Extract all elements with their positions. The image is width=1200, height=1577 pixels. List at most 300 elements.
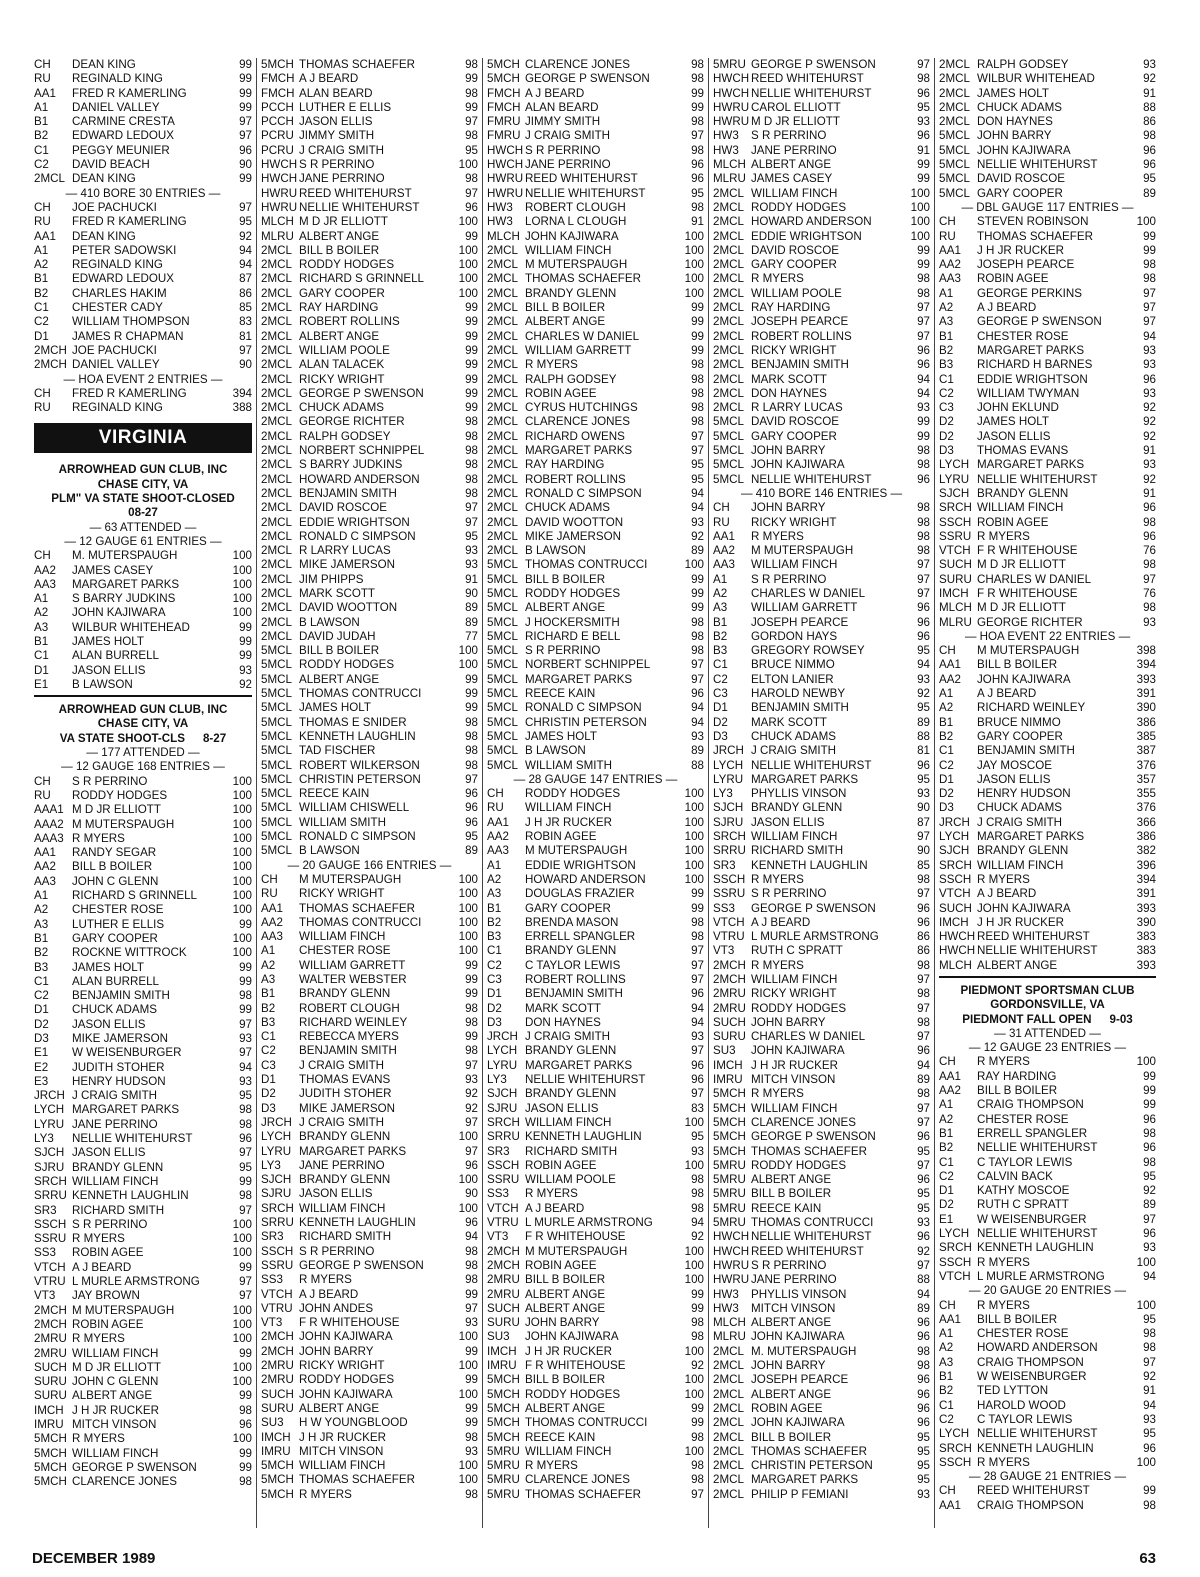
result-row (939, 516, 1156, 530)
shooter-name: WILLIAM FINCH (299, 1459, 386, 1473)
class-code: LYCH (939, 1227, 970, 1241)
score: 88 (917, 729, 930, 743)
result-row (487, 1431, 704, 1445)
result-row (261, 587, 478, 601)
shooter-name: JOHN KAJIWARA (977, 672, 1071, 686)
class-code: MLRU (261, 229, 294, 243)
score: 89 (465, 844, 478, 858)
shooter-name: S R PERRINO (751, 572, 827, 586)
shooter-name: BILL B BOILER (72, 860, 153, 874)
shooter-name: WILLIAM POOLE (299, 343, 390, 357)
class-code: D2 (939, 429, 954, 443)
class-code: 2MCL (487, 515, 518, 529)
score: 96 (1143, 1112, 1156, 1126)
result-row (939, 1313, 1156, 1327)
shooter-name: MARGARET PARKS (977, 830, 1085, 844)
score: 93 (1143, 1241, 1156, 1255)
score: 100 (232, 931, 252, 945)
class-code: C3 (261, 1058, 276, 1072)
result-row (487, 844, 704, 858)
class-code: 2MCL (713, 301, 744, 315)
score: 100 (232, 1217, 252, 1231)
result-row (487, 1345, 704, 1359)
shooter-name: ALBERT ANGE (525, 1287, 606, 1301)
score: 98 (691, 1201, 704, 1215)
score: 98 (465, 744, 478, 758)
class-code: 2MCL (713, 1344, 744, 1358)
score: 76 (1143, 544, 1156, 558)
result-row (487, 1044, 704, 1058)
score: 96 (239, 1418, 252, 1432)
class-code: 2MCH (34, 343, 67, 357)
result-row (713, 730, 930, 744)
result-row (713, 1416, 930, 1430)
score: 98 (465, 429, 478, 443)
class-code: HWRU (713, 100, 750, 114)
class-code: 2MCL (487, 386, 518, 400)
event-subheader: — DBL GAUGE 117 ENTRIES — (961, 200, 1134, 214)
results-page (30, 58, 1160, 1528)
class-code: C1 (34, 143, 49, 157)
class-code: C3 (713, 687, 728, 701)
class-code: CH (939, 1484, 956, 1498)
result-row (939, 1270, 1156, 1284)
shooter-name: HOWARD ANDERSON (525, 872, 646, 886)
result-row (261, 573, 478, 587)
class-code: 5MCL (487, 586, 518, 600)
class-code: B3 (34, 960, 49, 974)
page-number: 63 (1139, 1550, 1156, 1567)
results-column-4 (708, 58, 934, 1528)
class-code: SURU (939, 572, 972, 586)
class-code: 2MCL (713, 1359, 744, 1373)
class-code: SURU (261, 1401, 294, 1415)
result-row (261, 1044, 478, 1058)
score: 91 (1143, 86, 1156, 100)
result-row (713, 787, 930, 801)
shooter-name: RODDY HODGES (525, 1387, 621, 1401)
class-code: RU (939, 229, 956, 243)
class-code: SSRU (713, 887, 746, 901)
score: 99 (917, 258, 930, 272)
class-code: C1 (939, 1155, 954, 1169)
shooter-name: R MYERS (72, 831, 125, 845)
class-code: 5MCL (487, 687, 518, 701)
shooter-name: ALBERT ANGE (299, 229, 380, 243)
score: 100 (1136, 215, 1156, 229)
shooter-name: CHUCK ADAMS (751, 729, 837, 743)
result-row (34, 1103, 252, 1117)
result-row (487, 601, 704, 615)
result-row (939, 1442, 1156, 1456)
class-code: MLCH (713, 158, 746, 172)
class-code: RU (713, 515, 730, 529)
score: 94 (239, 243, 252, 257)
score: 99 (465, 973, 478, 986)
score: 98 (1143, 1498, 1156, 1512)
shooter-name: MARK SCOTT (525, 1001, 602, 1015)
shooter-name: FRED R KAMERLING (72, 215, 187, 229)
shooter-name: JASON ELLIS (72, 1017, 146, 1031)
score: 97 (1143, 1212, 1156, 1226)
score: 99 (465, 687, 478, 701)
result-row (713, 544, 930, 558)
class-code: PCRU (261, 129, 294, 143)
class-code: C3 (939, 401, 954, 415)
result-row (487, 1402, 704, 1416)
score: 92 (691, 1230, 704, 1244)
result-row (34, 315, 252, 329)
score: 83 (691, 1101, 704, 1115)
shoot-title: VA STATE SHOOT-CLS (59, 731, 185, 745)
score: 100 (458, 286, 478, 300)
score: 95 (691, 1130, 704, 1144)
class-code: CH (939, 1055, 956, 1069)
score: 100 (458, 644, 478, 658)
class-code: B2 (939, 1141, 954, 1155)
class-code: 5MCH (487, 1387, 520, 1401)
result-row (261, 1059, 478, 1073)
score: 91 (1143, 486, 1156, 500)
score: 100 (232, 889, 252, 903)
result-row (713, 344, 930, 358)
score: 92 (1143, 472, 1156, 486)
score: 100 (232, 860, 252, 874)
score: 92 (1143, 72, 1156, 86)
result-row (34, 1447, 252, 1461)
class-code: C1 (34, 301, 49, 315)
result-row (261, 716, 478, 730)
result-row (34, 635, 252, 649)
result-row (939, 101, 1156, 115)
result-row (261, 987, 478, 1001)
result-row (713, 287, 930, 301)
score: 97 (1143, 315, 1156, 329)
shooter-name: GARY COOPER (751, 258, 837, 272)
score: 96 (465, 815, 478, 829)
result-row (34, 101, 252, 115)
score: 98 (1143, 1327, 1156, 1341)
shooter-name: R MYERS (72, 1432, 125, 1446)
shooter-name: NELLIE WHITEHURST (72, 1132, 193, 1146)
class-code: 5MRU (713, 58, 746, 71)
score: 93 (239, 1074, 252, 1088)
shooter-name: DEAN KING (72, 229, 136, 243)
result-row (939, 1327, 1156, 1341)
score: 94 (239, 258, 252, 272)
score: 98 (691, 1459, 704, 1473)
result-row (34, 621, 252, 635)
score: 97 (917, 973, 930, 986)
result-row (713, 272, 930, 286)
score: 99 (465, 329, 478, 343)
score: 86 (1143, 115, 1156, 129)
class-code: SRCH (939, 501, 972, 515)
shooter-name: BRANDY GLENN (525, 1087, 617, 1101)
shooter-name: M D JR ELLIOTT (72, 1360, 161, 1374)
score: 95 (465, 143, 478, 157)
shooter-name: CYRUS HUTCHINGS (525, 401, 638, 415)
shooter-name: J CRAIG SMITH (525, 1030, 611, 1044)
result-row (34, 358, 252, 372)
score: 93 (465, 1444, 478, 1458)
class-code: HW3 (487, 215, 513, 229)
shooter-name: J H JR RUCKER (977, 243, 1064, 257)
shooter-name: MIKE JAMERSON (299, 558, 395, 572)
shooter-name: RAY HARDING (977, 1069, 1057, 1083)
score: 382 (1136, 844, 1156, 858)
shooter-name: JIMMY SMITH (525, 115, 601, 129)
shooter-name: JIMMY SMITH (299, 129, 375, 143)
class-code: HWCH (261, 172, 298, 186)
shooter-name: BRUCE NIMMO (751, 658, 835, 672)
class-code: 5MCH (34, 1475, 67, 1489)
class-code: 5MCL (487, 672, 518, 686)
results-column-2 (256, 58, 482, 1528)
score: 89 (691, 744, 704, 758)
class-code: D1 (34, 663, 49, 677)
score: 92 (239, 677, 252, 691)
class-code: C2 (487, 958, 502, 972)
shooter-name: C TAYLOR LEWIS (525, 958, 621, 972)
class-code: 2MCL (487, 301, 518, 315)
class-code: MLCH (939, 958, 972, 972)
result-row (34, 1347, 252, 1361)
class-code: 2MCL (261, 501, 292, 515)
class-code: SSRU (34, 1232, 67, 1246)
shooter-name: BILL B BOILER (299, 243, 380, 257)
result-row (34, 1046, 252, 1060)
result-row (34, 1475, 252, 1489)
score: 98 (1143, 1155, 1156, 1169)
score: 96 (1143, 529, 1156, 543)
shooter-name: THOMAS SCHAEFER (977, 229, 1093, 243)
class-code: 5MCL (261, 844, 292, 858)
class-code: SJCH (34, 1146, 65, 1160)
score: 98 (917, 1359, 930, 1373)
result-row (261, 144, 478, 158)
score: 94 (691, 1216, 704, 1230)
class-code: HWCH (713, 1230, 750, 1244)
shooter-name: J CRAIG SMITH (525, 129, 611, 143)
result-row (261, 72, 478, 86)
score: 95 (917, 772, 930, 786)
shooter-name: JANE PERRINO (525, 158, 611, 172)
result-row (34, 129, 252, 143)
score: 96 (917, 472, 930, 486)
result-row (487, 1445, 704, 1459)
score: 98 (1143, 558, 1156, 572)
result-row (713, 415, 930, 429)
shooter-name: F R WHITEHOUSE (525, 1230, 626, 1244)
score: 96 (465, 1158, 478, 1172)
result-row (713, 630, 930, 644)
result-row (713, 1087, 930, 1101)
class-code: B3 (939, 358, 954, 372)
class-code: VTRU (261, 1301, 293, 1315)
score: 92 (465, 1087, 478, 1101)
class-code: 5MCH (713, 1101, 746, 1115)
shooter-name: ROBERT CLOUGH (525, 200, 626, 214)
score: 100 (458, 1359, 478, 1373)
class-code: 2MCL (713, 1459, 744, 1473)
class-code: B1 (34, 931, 49, 945)
shooter-name: ALBERT ANGE (525, 315, 606, 329)
shooter-name: BENJAMIN SMITH (751, 358, 849, 372)
shooter-name: M MUTERSPAUGH (977, 644, 1080, 658)
result-row (34, 287, 252, 301)
class-code: VT3 (34, 1289, 56, 1303)
score: 97 (239, 1203, 252, 1217)
result-row (939, 558, 1156, 572)
shooter-name: W WEISENBURGER (977, 1370, 1087, 1384)
shooter-name: RODDY HODGES (751, 200, 847, 214)
class-code: FMCH (487, 86, 521, 100)
result-row (261, 1273, 478, 1287)
result-row (939, 1399, 1156, 1413)
shooter-name: REBECCA MYERS (299, 1030, 399, 1044)
shooter-name: J CRAIG SMITH (72, 1089, 158, 1103)
shooter-name: R MYERS (299, 1487, 352, 1501)
shooter-name: A J BEARD (977, 687, 1037, 701)
class-code: 2MCL (261, 372, 292, 386)
score: 97 (917, 329, 930, 343)
class-code: HWRU (713, 1273, 750, 1287)
shooter-name: NELLIE WHITEHURST (525, 1073, 646, 1087)
score: 98 (917, 1015, 930, 1029)
score: 100 (910, 229, 930, 243)
shooter-name: M D JR ELLIOTT (751, 115, 840, 129)
club-header (34, 463, 252, 520)
score: 98 (239, 1103, 252, 1117)
result-row (713, 358, 930, 372)
result-row (34, 1389, 252, 1403)
shooter-name: THOMAS CONTRUCCI (525, 1416, 648, 1430)
shooter-name: DON HAYNES (751, 386, 827, 400)
score: 99 (465, 301, 478, 315)
result-row (261, 1473, 478, 1487)
class-code: 2MCL (713, 401, 744, 415)
shooter-name: ROBERT ROLLINS (525, 973, 626, 986)
shooter-name: WILLIAM FINCH (299, 930, 386, 944)
result-row (34, 1318, 252, 1332)
shooter-name: WILLIAM FINCH (72, 1446, 159, 1460)
class-code: SUCH (487, 1301, 520, 1315)
class-code: 2MCL (713, 186, 744, 200)
shooter-name: J CRAIG SMITH (751, 744, 837, 758)
class-code: SRRU (34, 1189, 67, 1203)
class-code: SJCH (939, 486, 970, 500)
class-code: AA3 (261, 930, 283, 944)
result-row (261, 1016, 478, 1030)
score: 391 (1136, 687, 1156, 701)
result-row (261, 1159, 478, 1173)
shooter-name: R MYERS (977, 1298, 1030, 1312)
shooter-name: CALVIN BACK (977, 1169, 1053, 1183)
shooter-name: BILL B BOILER (299, 644, 380, 658)
class-code: AA2 (939, 672, 961, 686)
shooter-name: WILLIAM POOLE (525, 1173, 616, 1187)
class-code: 5MCH (487, 1373, 520, 1387)
shooter-name: WILLIAM CHISWELL (299, 801, 410, 815)
score: 394 (1136, 872, 1156, 886)
class-code: A2 (939, 701, 954, 715)
class-code: D1 (261, 1073, 276, 1087)
result-row (713, 315, 930, 329)
shooter-name: NELLIE WHITEHURST (977, 944, 1098, 958)
class-code: 5MCL (261, 787, 292, 801)
score: 98 (465, 86, 478, 100)
score: 98 (691, 1316, 704, 1330)
class-code: D3 (261, 1101, 276, 1115)
result-row (34, 1404, 252, 1418)
shooter-name: R MYERS (525, 358, 578, 372)
score: 91 (1143, 1384, 1156, 1398)
result-row (713, 644, 930, 658)
result-row (487, 1087, 704, 1101)
score: 100 (232, 788, 252, 802)
class-code: 2MCL (487, 472, 518, 486)
class-code: SSCH (487, 1158, 520, 1172)
score: 98 (465, 715, 478, 729)
result-row (261, 244, 478, 258)
score: 99 (691, 329, 704, 343)
score: 100 (232, 549, 252, 563)
score: 100 (684, 858, 704, 872)
score: 93 (691, 515, 704, 529)
score: 99 (239, 172, 252, 186)
score: 98 (465, 444, 478, 458)
result-row (261, 358, 478, 372)
class-code: 5MCL (939, 143, 970, 157)
event-subheader: — HOA EVENT 2 ENTRIES — (63, 372, 223, 386)
result-row (487, 1259, 704, 1273)
result-row (261, 658, 478, 672)
score: 393 (1136, 672, 1156, 686)
result-row (939, 1070, 1156, 1084)
score: 98 (691, 200, 704, 214)
result-row (487, 215, 704, 229)
result-row (261, 844, 478, 858)
class-code: 2MCL (261, 572, 292, 586)
result-row (713, 887, 930, 901)
result-row (713, 873, 930, 887)
score: 99 (239, 1003, 252, 1017)
class-code: 5MCL (261, 701, 292, 715)
class-code: 5MCL (261, 815, 292, 829)
shooter-name: RICHARD SMITH (72, 1203, 165, 1217)
result-row (261, 415, 478, 429)
result-row (487, 330, 704, 344)
shooter-name: JUDITH STOHER (299, 1087, 392, 1101)
class-code: 5MCL (713, 472, 744, 486)
result-row (34, 72, 252, 86)
shooter-name: CHESTER ROSE (299, 944, 391, 958)
score: 88 (691, 758, 704, 772)
result-row (713, 930, 930, 944)
score: 97 (465, 1144, 478, 1158)
result-row (487, 573, 704, 587)
score: 100 (458, 215, 478, 229)
class-code: 2MCL (34, 172, 65, 186)
result-row (261, 58, 478, 72)
class-code: D1 (713, 701, 728, 715)
event-subheader: — 12 GAUGE 168 ENTRIES — (61, 760, 225, 774)
score: 100 (232, 803, 252, 817)
score: 92 (1143, 401, 1156, 415)
class-code: B2 (713, 629, 728, 643)
shooter-name: R MYERS (751, 1087, 804, 1101)
